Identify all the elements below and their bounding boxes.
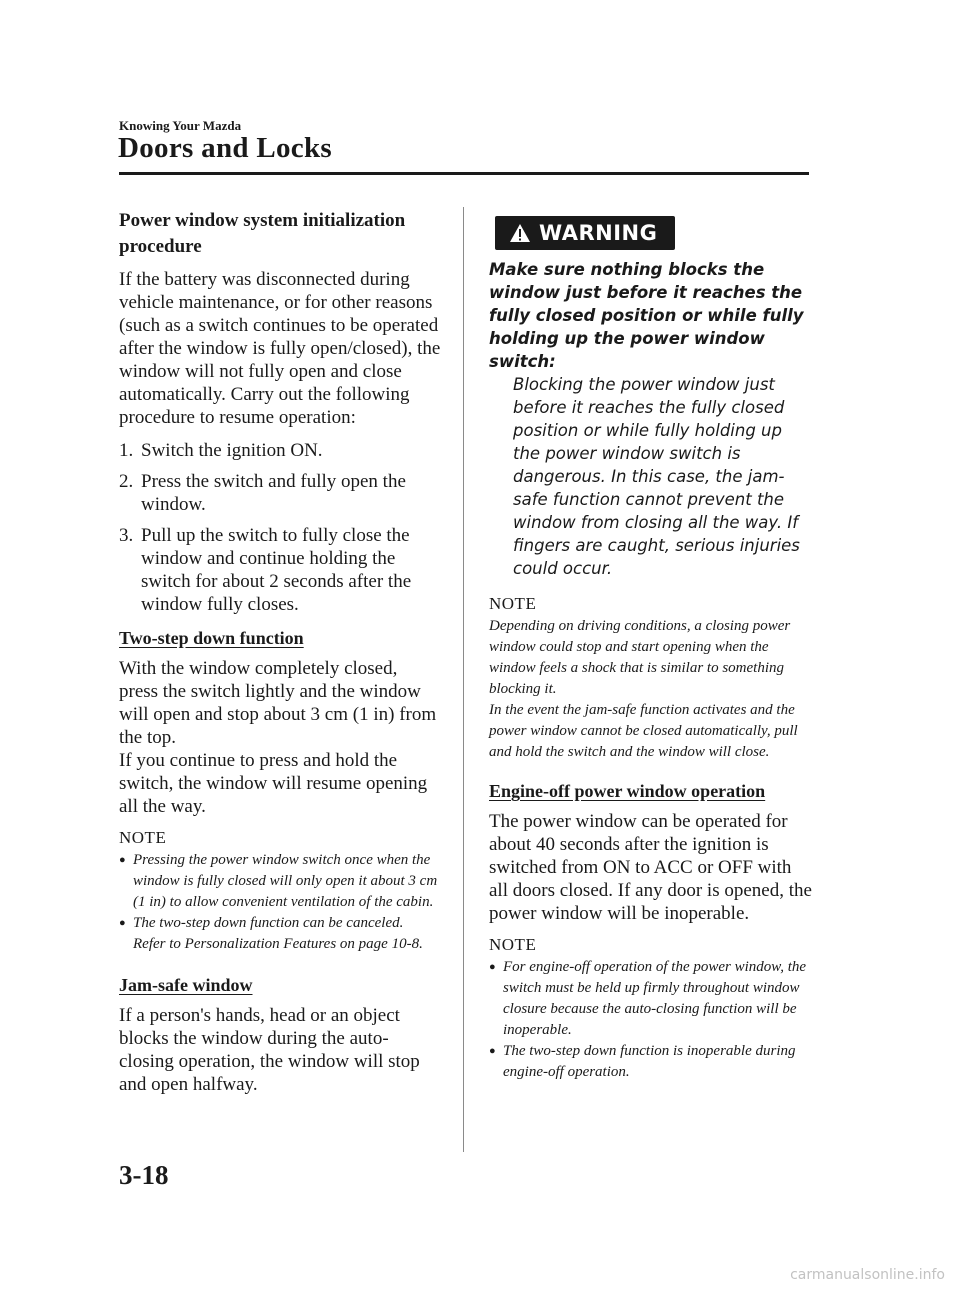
note-label: NOTE: [119, 828, 167, 847]
bullet-icon: ●: [119, 917, 126, 929]
chapter-title: Doors and Locks: [118, 132, 332, 164]
bullet-icon: ●: [119, 854, 126, 866]
section-label: Knowing Your Mazda: [119, 118, 242, 133]
column-divider: [463, 207, 464, 1152]
note-reference: Refer to Personalization Features on page 10-8.: [133, 936, 423, 952]
note-text: The two-step down function can be canceled.: [133, 915, 404, 931]
note-item: [119, 850, 441, 913]
note-item: [489, 957, 813, 1041]
right-column: [489, 208, 813, 1095]
step-text: Press the switch and fully open the window.: [141, 471, 406, 515]
jam-safe-body: If a person's hands, head or an object blocks the window during the auto-closing operation, the window will stop and open halfway.: [119, 1005, 420, 1095]
note-paragraph: Depending on driving conditions, a closing power window could stop and start opening when the window feels a shock that is similar to something blocking it.: [489, 618, 791, 697]
engine-off-body: The power window can be operated for about 40 seconds after the ignition is switched from ON to ACC or OFF with all doors closed. If any door is opened, the power window will be inoperable.: [489, 811, 812, 924]
warning-label: WARNING: [539, 221, 658, 245]
step-number: 2.: [119, 471, 134, 492]
init-procedure-title: Power window system initialization procedure: [119, 210, 406, 257]
init-procedure-body: If the battery was disconnected during vehicle maintenance, or for other reasons (such as a switch continues to be operated after the window is fully open/closed), the window will not fully open and close automatically. Carry out the following procedure to resume operation:: [119, 269, 441, 428]
two-step-body-1: With the window completely closed, press the switch lightly and the window will open and stop about 3 cm (1 in) from the top.: [119, 658, 437, 748]
bullet-icon: ●: [489, 1045, 496, 1057]
warning-triangle-icon: [509, 223, 531, 243]
watermark: carmanualsonline.info: [790, 1267, 945, 1283]
step-number: 1.: [119, 440, 134, 461]
note-label: NOTE: [489, 594, 537, 613]
init-steps-list: [119, 439, 441, 616]
step-item: [119, 439, 441, 462]
two-step-down-heading: Two-step down function: [119, 628, 304, 648]
note-list: [489, 957, 813, 1083]
note-item: [119, 913, 441, 955]
note-text: Pressing the power window switch once when the window is fully closed will only open it about 3 cm (1 in) to allow convenient ventilation of the cabin.: [133, 852, 438, 910]
note-text-group: [133, 913, 441, 955]
step-number: 3.: [119, 525, 134, 546]
note-text: For engine-off operation of the power window, the switch must be held up firmly throughout window closure because the auto-closing function will be inoperable.: [503, 959, 807, 1038]
step-text: Pull up the switch to fully close the window and continue holding the switch for about 2 seconds after the window fully closes.: [141, 525, 412, 615]
bullet-icon: ●: [489, 961, 496, 973]
page-number: 3-18: [119, 1160, 169, 1190]
header-rule: [119, 172, 809, 175]
left-column: [119, 208, 441, 1106]
step-item: [119, 524, 441, 616]
jam-safe-heading: Jam-safe window: [119, 975, 253, 995]
step-item: [119, 470, 441, 516]
note-list: [119, 850, 441, 955]
two-step-body-2: If you continue to press and hold the switch, the window will resume opening all the way.: [119, 750, 428, 817]
note-item: [489, 1041, 813, 1083]
engine-off-heading: Engine-off power window operation: [489, 781, 766, 801]
note-label: NOTE: [489, 935, 537, 954]
note-text: The two-step down function is inoperable during engine-off operation.: [503, 1043, 796, 1080]
warning-badge: [495, 216, 675, 250]
step-text: Switch the ignition ON.: [141, 440, 323, 461]
note-paragraph: In the event the jam-safe function activates and the power window cannot be closed automatically, pull and hold the switch and the window will close.: [489, 702, 798, 760]
warning-body: Blocking the power window just before it reaches the fully closed position or while fully holding up the power window switch is dangerous. In this case, the jam-safe function cannot prevent the window from closing all the way. If fingers are caught, serious injuries could occur.: [513, 375, 800, 578]
warning-lead: Make sure nothing blocks the window just before it reaches the fully closed position or while fully holding up the power window switch:: [489, 260, 804, 371]
